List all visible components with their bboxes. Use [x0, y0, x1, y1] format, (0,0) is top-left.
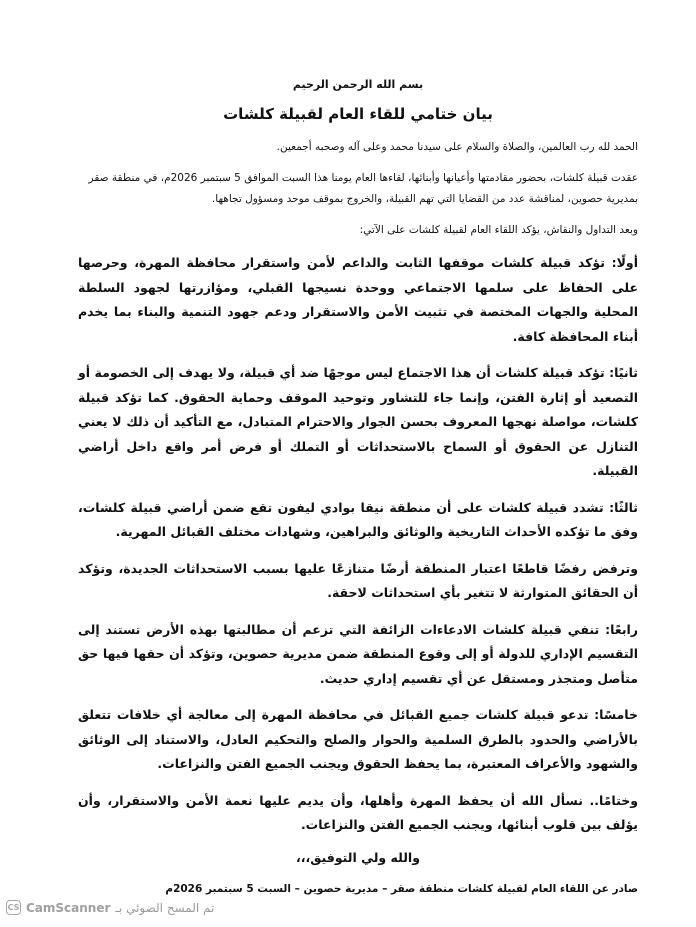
statement-document — [78, 78, 638, 895]
camscanner-logo-icon: CS — [6, 900, 21, 915]
document-title: بيان ختامي للقاء العام لقبيلة كلشات — [223, 105, 493, 123]
camscanner-brand: CamScanner — [26, 900, 111, 915]
conclusion-paragraph: وختامًا.. نسأل الله أن يحفظ المهرة وأهلها، وأن يديم عليها نعمة الأمن والاستقرار، وأن يؤلف بين قلوب أبنائها، ويجنب الجميع الفتن والنزاعات. — [78, 792, 638, 832]
praise-paragraph: الحمد لله رب العالمين، والصلاة والسلام على سيدنا محمد وعلى آله وصحبه أجمعين. — [276, 141, 638, 153]
issued-by-line: صادر عن اللقاء العام لقبيلة كلشات منطقة صقر – مديرية حصوين – السبت 5 سبتمبر 2026م — [165, 882, 638, 895]
point-third: ثالثًا: تشدد قبيلة كلشات على أن منطقة نيقا بوادي ليفون تقع ضمن أراضي قبيلة كلشات، وفق ما تؤكده الأحداث التاريخية والوثائق والبراهين، وشهادات مختلف القبائل المهرية. — [78, 499, 638, 539]
point-second: ثانيًا: تؤكد قبيلة كلشات أن هذا الاجتماع ليس موجهًا ضد أي قبيلة، ولا يهدف إلى الخصومة أو التصعيد أو إثارة الفتن، وإنما جاء للتشاور وتوحيد الموقف وحماية الحقوق. كما تؤكد قبيلة كلشات، مواصلة نهجها المعروف بحسن الجوار والاحترام المتبادل، مع التأكيد أن ذلك لا يعني التنازل عن الحقوق أو السماح بالاستحداثات أو التملك أو فرض أمر واقع داخل أراضي القبيلة. — [78, 365, 638, 478]
point-third-continued: وترفض رفضًا قاطعًا اعتبار المنطقة أرضًا متنازعًا عليها بسبب الاستحداثات الجديدة، وتؤكد أن الحقائق المتوارثة لا تتغير بأي استحداثات لاحقة. — [78, 560, 638, 600]
basmala: بسم الله الرحمن الرحيم — [292, 78, 424, 91]
closing-line: والله ولي التوفيق،،، — [296, 849, 420, 865]
point-fourth: رابعًا: تنفي قبيلة كلشات الادعاءات الزائفة التي تزعم أن مطالبتها بهذه الأرض تستند إلى التقسيم الإداري للدولة أو إلى وقوع المنطقة ضمن مديرية حصوين، وتؤكد أن حقها فيها حق متأصل ومتجذر ومستقل عن أي تقسيم إداري حديث. — [78, 621, 638, 686]
camscanner-watermark — [6, 900, 214, 915]
camscanner-prefix: تم المسح الضوئي بـ — [115, 900, 215, 915]
deliberation-paragraph: وبعد التداول والنقاش، يؤكد اللقاء العام لقبيلة كلشات على الآتي: — [359, 224, 638, 236]
point-fifth: خامسًا: تدعو قبيلة كلشات جميع القبائل في محافظة المهرة إلى معالجة أي خلافات تتعلق بالأراضي والحدود بالطرق السلمية والحوار والصلح والتحكيم العادل، والاستناد إلى الوثائق والشهود والأعراف المعتبرة، بما يحفظ الحقوق ويجنب الجميع الفتن والنزاعات. — [78, 707, 638, 771]
point-first: أولًا: تؤكد قبيلة كلشات موقفها الثابت والداعم لأمن واستقرار محافظة المهرة، وحرصها على الحفاظ على سلمها الاجتماعي ووحدة نسيجها القبلي، ومؤازرتها لجهود السلطة المحلية والجهات المختصة في تثبيت الأمن والاستقرار ودعم جهود التنمية والبناء بما يخدم أبناء المحافظة كافة. — [78, 255, 638, 344]
meeting-paragraph: عقدت قبيلة كلشات، بحضور مقادمتها وأعيانها وأبنائها، لقاءها العام يومنا هذا السبت الموافق 5 سبتمبر 2026م، في منطقة صقر بمديرية حصوين، لمناقشة عدد من القضايا التي تهم القبيلة، والخروج بموقف موحد ومسؤول تجاهها. — [88, 172, 638, 205]
